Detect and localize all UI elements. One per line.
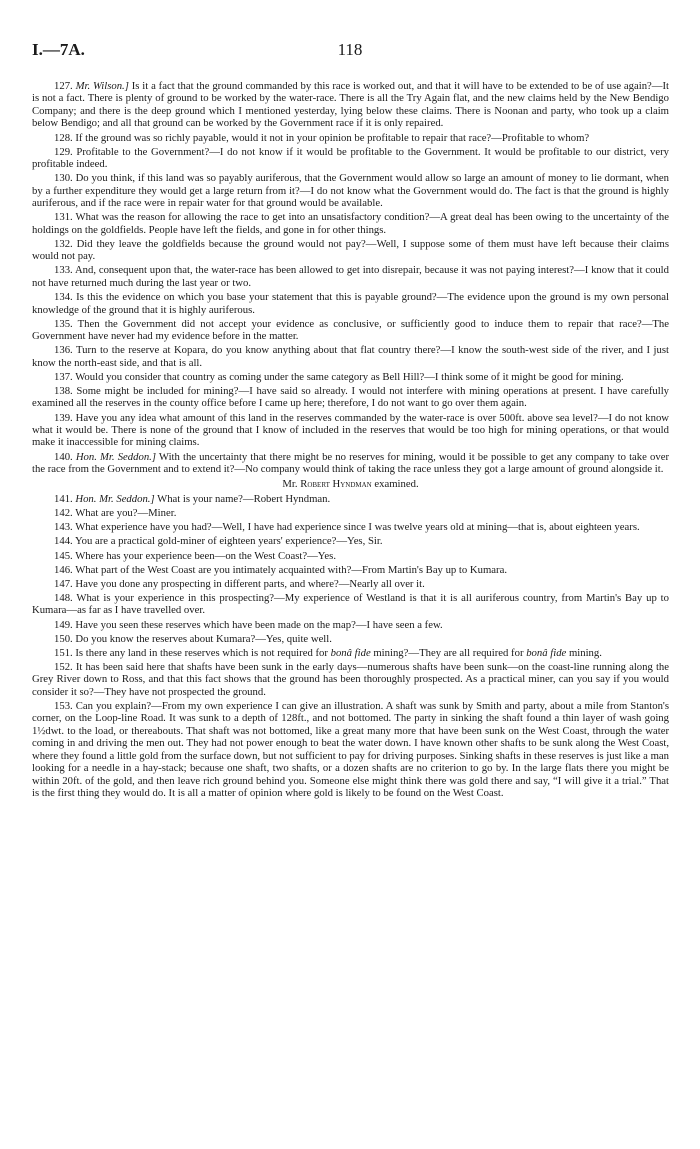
question-paragraph: [32, 132, 669, 144]
question-number: 148.: [54, 591, 73, 604]
questions-section-2: [32, 493, 669, 800]
question-number: 147.: [54, 577, 73, 590]
question-number: 133.: [54, 264, 73, 277]
question-number: 143.: [54, 521, 73, 534]
question-text: Then the Government did not accept your evidence as conclusive, or sufficiently good to induce them to repair that race?—The Government have never had my evidence before in the matter.: [32, 317, 669, 343]
question-paragraph: [32, 211, 669, 236]
question-text: What are you?—Miner.: [75, 507, 177, 520]
question-paragraph: [32, 344, 669, 369]
question-number: 150.: [54, 632, 73, 645]
question-text: mining?—They are all required for: [370, 646, 527, 659]
question-paragraph: [32, 633, 669, 645]
question-paragraph: [32, 318, 669, 343]
italic-term: bonâ fide: [526, 646, 567, 659]
question-text: Do you think, if this land was so payably auriferous, that the Government would allow so large an amount of money to lie dormant, when by a further expenditure they would get a large return from it?—I do not know what the Government would do. The fact is that the ground is highly auriferous, and if the race were in repair water for that ground would be available.: [32, 172, 670, 210]
question-paragraph: [32, 564, 669, 576]
witness-heading: [32, 478, 669, 490]
question-paragraph: [32, 493, 669, 505]
question-text: If the ground was so richly payable, would it not in your opinion be profitable to repair that race?—Profitable to whom?: [75, 131, 590, 144]
witness-name: Robert Hyndman: [300, 477, 372, 490]
question-paragraph: [32, 80, 669, 130]
question-number: 138.: [54, 384, 73, 397]
question-text: Do you know the reserves about Kumara?—Yes, quite well.: [75, 632, 332, 645]
question-text: Profitable to the Government?—I do not know if it would be profitable to the Government. It would be profitable to our district, very profitable indeed.: [32, 145, 670, 171]
question-paragraph: [32, 661, 669, 698]
page-number: 118: [337, 40, 363, 59]
question-number: 145.: [54, 549, 73, 562]
question-number: 136.: [54, 344, 73, 357]
speaker-name: Mr. Wilson.]: [75, 80, 129, 92]
page-header: [32, 40, 668, 64]
document-reference: I.—7A.: [32, 40, 85, 59]
question-number: 131.: [54, 211, 73, 224]
question-number: 127.: [54, 80, 73, 92]
question-number: 144.: [54, 535, 73, 548]
witness-heading-prefix: Mr.: [282, 477, 301, 490]
question-paragraph: [32, 385, 669, 410]
question-number: 128.: [54, 131, 73, 144]
question-paragraph: [32, 238, 669, 263]
question-number: 130.: [54, 172, 73, 185]
question-number: 140.: [54, 450, 73, 463]
question-text: What is your experience in this prospecting?—My experience of Westland is that it is all auriferous country, from Martin's Bay up to Kumara—as far as I have travelled over.: [32, 591, 669, 617]
question-text: mining.: [566, 646, 602, 659]
question-paragraph: [32, 700, 669, 800]
question-text: What part of the West Coast are you intimately acquainted with?—From Martin's Bay up to Kumara.: [75, 563, 508, 576]
question-number: 139.: [54, 411, 73, 424]
question-text: Can you explain?—From my own experience I can give an illustration. A shaft was sunk by Smith and party, about a mile from Stanton's corner, on the Loop-line Road. It was sunk to a depth of 128ft., and not bottomed. The party in sinking the shaft found a thin layer of wash going 1½dwt. to the load, or thereabouts. That shaft was not bottomed, like a great many more that have been sunk on the West Coast, through the water coming in and driving the men out. They had not power enough to beat the water down. I have known other shafts to be sunk along the West Coast, where they found a little gold from the surface down, but not sufficient to pay for driving purposes. Sinking shafts in these reserves is just like a man looking for a needle in a hay-stack; because one shaft, two shafts, or a dozen shafts are no criterion to go by. In the large flats there you might be within 20ft. of the gold, and then leave rich ground behind you. Someone else might think there was gold there and say, “I will give it a trial.” That is the first thing they would do. It is all a matter of opinion where gold is likely to be found on the West Coast.: [32, 700, 670, 800]
question-paragraph: [32, 172, 669, 209]
question-paragraph: [32, 507, 669, 519]
question-paragraph: [32, 412, 669, 449]
question-text: Turn to the reserve at Kopara, do you know anything about that flat country there?—I know the south-west side of the river, and I just know the north-east side, and that is all.: [32, 344, 669, 369]
question-text: What is your name?—Robert Hyndman.: [154, 492, 331, 505]
question-text: Where has your experience been—on the West Coast?—Yes.: [75, 549, 336, 562]
question-paragraph: [32, 371, 669, 383]
question-paragraph: [32, 264, 669, 289]
question-text: What was the reason for allowing the race to get into an unsatisfactory condition?—A great deal has been owing to the uncertainty of the holdings on the goldfields. People have left the fields, and gone in for other things.: [32, 211, 669, 236]
question-number: 149.: [54, 618, 73, 631]
question-paragraph: [32, 647, 669, 659]
speaker-name: Hon. Mr. Seddon.]: [75, 492, 155, 505]
question-text: Is this the evidence on which you base your statement that this is payable ground?—The evidence upon the ground is my own personal knowledge of the ground that it is highly auriferous.: [32, 291, 669, 316]
italic-term: bonâ fide: [330, 646, 371, 659]
question-text: With the uncertainty that there might be no reserves for mining, would it be possible to get any company to take over the race from the Government and to extend it?—No company would think of taking the race unless they got a large amount of ground alongside it.: [32, 450, 669, 476]
question-number: 142.: [54, 507, 73, 520]
question-number: 129.: [54, 145, 73, 158]
question-text: Would you consider that country as coming under the same category as Bell Hill?—I think some of it might be good for mining.: [75, 370, 624, 383]
question-text: Have you any idea what amount of this land in the reserves commanded by the water-race is over 500ft. above sea level?—I do not know what it would be. There is none of the ground that I know of included in the reserves that would be too high for mining operations, or that would make it inaccessible for mining claims.: [32, 411, 670, 449]
questions-section-1: [32, 80, 669, 476]
question-paragraph: [32, 521, 669, 533]
question-paragraph: [32, 619, 669, 631]
witness-heading-suffix: examined.: [371, 477, 419, 490]
speaker-name: Hon. Mr. Seddon.]: [75, 450, 156, 463]
question-text: And, consequent upon that, the water-race has been allowed to get into disrepair, because it was not paying interest?—I know that it could not have returned much during the last year or two.: [32, 264, 669, 289]
question-text: Is it a fact that the ground commanded by this race is worked out, and that it will have to be extended to be of use again?—It is not a fact. There is plenty of ground to be worked by the water-race. There is all the Try Again flat, and the new claims held by the New Bendigo Company; and there is the deep ground which I mentioned yesterday, lying below these claims. There is Noonan and party, who took up a claim below Bendigo; and all that ground can be worked by the Government race if it is only repaired.: [32, 80, 670, 130]
question-number: 153.: [54, 700, 73, 713]
question-number: 137.: [54, 370, 73, 383]
question-text: You are a practical gold-miner of eighteen years' experience?—Yes, Sir.: [74, 535, 383, 548]
question-paragraph: [32, 451, 669, 476]
question-paragraph: [32, 578, 669, 590]
question-number: 135.: [54, 317, 73, 330]
question-number: 132.: [54, 237, 73, 250]
question-text: It has been said here that shafts have been sunk in the early days—numerous shafts have been sunk—on the coast-line running along the Grey River down to Ross, and that this fact shows that the ground has been thoroughly prospected. As a practical miner, can you say if you would consider it so?—They have not prospected the ground.: [32, 660, 670, 698]
question-paragraph: [32, 291, 669, 316]
question-number: 134.: [54, 291, 73, 304]
question-number: 141.: [54, 492, 73, 505]
question-text: Have you seen these reserves which have been made on the map?—I have seen a few.: [75, 618, 443, 631]
question-paragraph: [32, 592, 669, 617]
question-number: 151.: [54, 646, 73, 659]
question-text: Have you done any prospecting in different parts, and where?—Nearly all over it.: [75, 577, 425, 590]
question-text: Did they leave the goldfields because the ground would not pay?—Well, I suppose some of them must have left because their claims would not pay.: [32, 237, 669, 263]
question-paragraph: [32, 550, 669, 562]
question-text: Some might be included for mining?—I have said so already. I would not interfere with mining operations at present. I have carefully examined all the reserves in the county office before I came up here; therefore, I do not want to go over them again.: [32, 384, 670, 410]
question-paragraph: [32, 535, 669, 547]
document-body: [32, 80, 669, 801]
question-text: What experience have you had?—Well, I have had experience since I was twelve years old at mining—that is, about eighteen years.: [75, 521, 640, 534]
question-text: Is there any land in these reserves which is not required for: [75, 646, 331, 659]
question-number: 152.: [54, 660, 73, 673]
question-number: 146.: [54, 563, 73, 576]
question-paragraph: [32, 146, 669, 171]
